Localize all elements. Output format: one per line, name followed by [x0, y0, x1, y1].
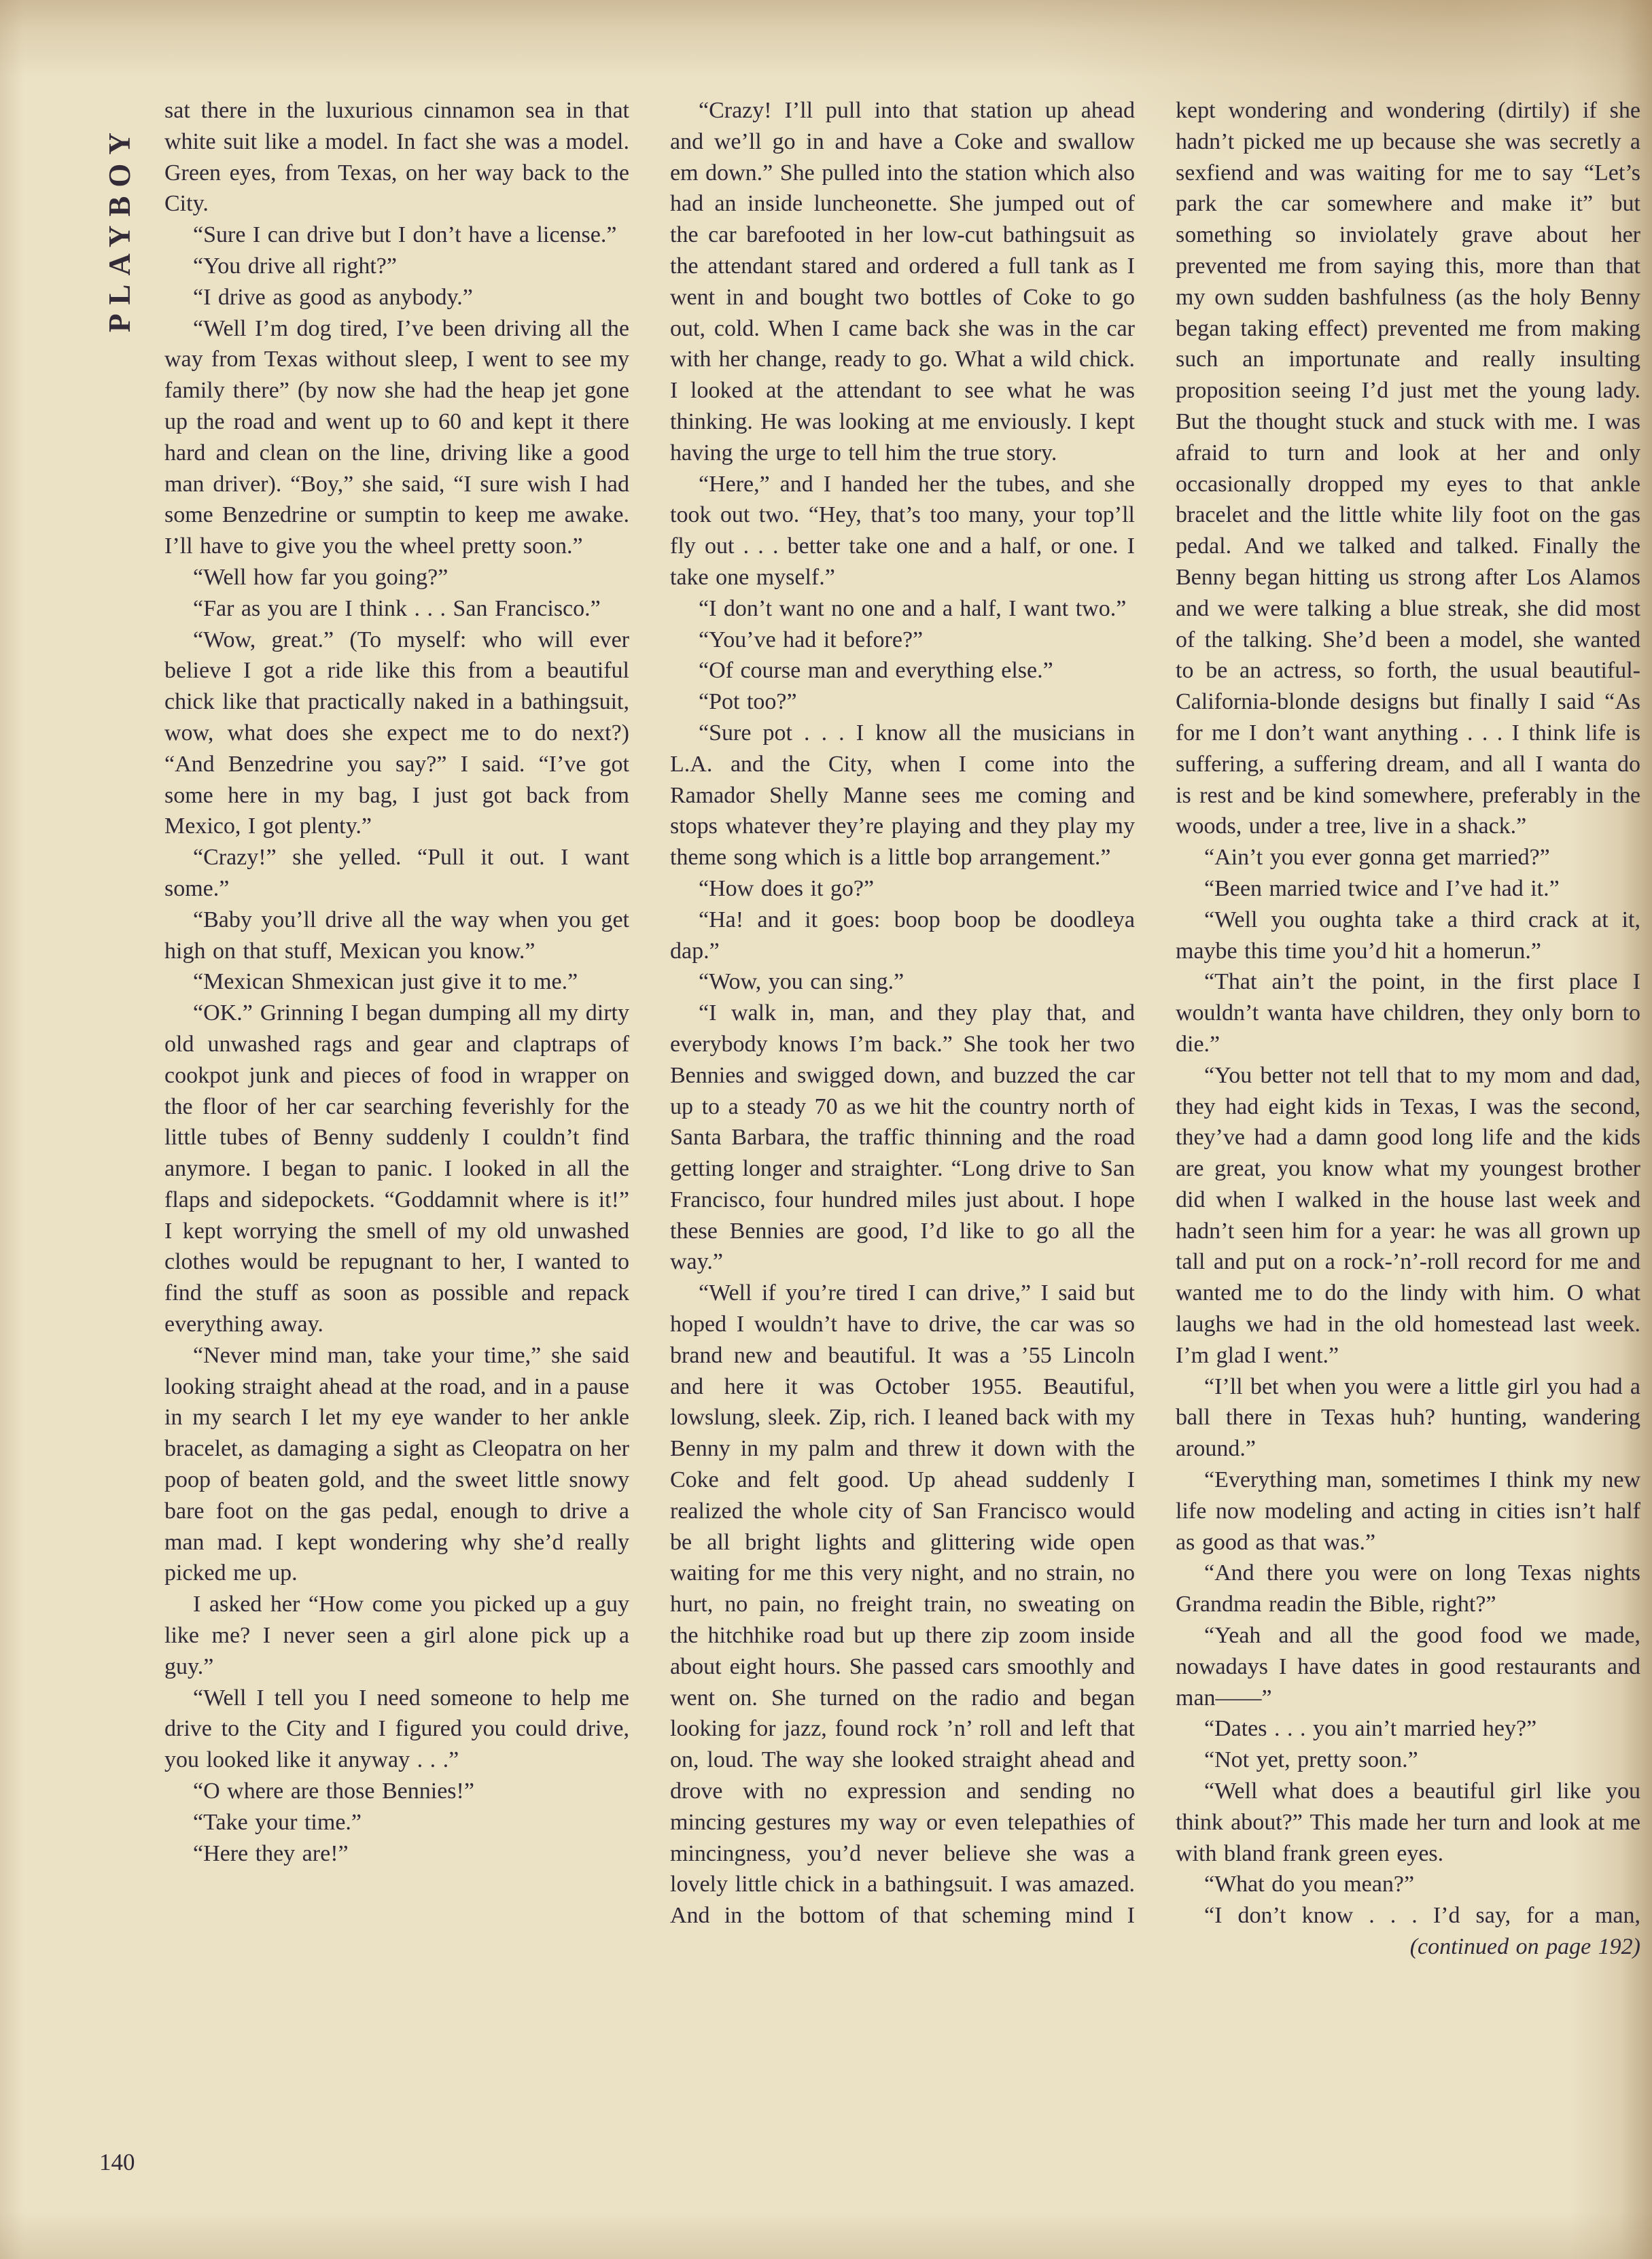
paragraph: “I don’t know . . . I’d say, for a man, (continued on page 192) — [1176, 1900, 1640, 1963]
paragraph: “I don’t want no one and a half, I want two.” — [699, 595, 1127, 621]
paragraph: “Of course man and everything else.” — [699, 658, 1053, 684]
paragraph: “Well what does a beautiful girl like you think about?” This made her turn and look at me with bland frank green eyes. — [1176, 1779, 1640, 1866]
paragraph: “Take your time.” — [193, 1809, 362, 1835]
paragraph: “How does it go?” — [699, 875, 875, 901]
page-number: 140 — [99, 2149, 135, 2175]
paragraph: “Pot too?” — [699, 689, 797, 715]
paragraph: “Here,” and I handed her the tubes, and she took out two. “Hey, that’s too many, your top’ll fly out . . . better take one and a half, or one. I take one myself.” — [670, 471, 1135, 590]
paragraph: “I’ll bet when you were a little girl you had a ball there in Texas huh? hunting, wandering around.” — [1176, 1373, 1640, 1462]
paragraph: “Well you oughta take a third crack at it, maybe this time you’d hit a homerun.” — [1176, 907, 1640, 964]
paragraph: “I walk in, man, and they play that, and everybody knows I’m back.” She took her two Bennies and swigged down, and buzzed the car up to a steady 70 as we hit the country north of Santa Barbara, the traffic thinning and the road getting longer and straighter. “Long drive to San Francisco, four hundred miles just about. I hope these Bennies are good, I’d like to go all the way.” — [670, 1000, 1135, 1275]
paragraph: “You drive all right?” — [193, 253, 397, 279]
paragraph: “Well I’m dog tired, I’ve been driving all the way from Texas without sleep, I went to see my family there” (by now she had the heap jet gone up the road and went up to 60 and kept it there hard and clean on the line, driving like a good man driver). “Boy,” she said, “I sure wish I had some Benzedrine or sumptin to keep me awake. I’ll have to give you the wheel pretty soon.” — [164, 315, 629, 559]
paragraph: kept wondering and wondering (dirtily) if she hadn’t picked me up because she was secretly a sexfiend and was waiting for me to say “Let’s park the car somewhere and make it” but something so inviolately grave about her prevented me from saying this, more than that my own sudden bashfulness (as the holy Benny began taking effect) prevented me from making such an importunate and really insulting proposition seeing I’d just met the young lady. But the thought stuck and stuck with me. I was afraid to turn and look at her and only occasionally dropped my eyes to that ankle bracelet and the little white lily foot on the gas pedal. And we talked and talked. Finally the Benny began hitting us strong after Los Alamos and we were talking a blue streak, she did most of the talking. She’d been a model, she wanted to be an actress, so forth, the usual beautiful-California-blonde designs but finally I said “As for me I don’t want anything . . . I think life is suffering, a suffering dream, and all I wanta do is rest and be kind somewhere, preferably in the woods, under a tree, live in a shack.” — [1176, 98, 1640, 839]
paragraph: “Wow, you can sing.” — [699, 969, 904, 995]
paragraph: “Wow, great.” (To myself: who will ever believe I got a ride like this from a beautiful chick like that practically naked in a bathingsuit, wow, what does she expect me to do next?) “And Benzedrine you say?” I said. “I’ve got some here in my bag, I just got back from Mexico, I got plenty.” — [164, 627, 629, 839]
paragraph: I asked her “How come you picked up a guy like me? I never seen a girl alone pick up a guy.” — [164, 1592, 629, 1679]
paragraph: “Baby you’ll drive all the way when you get high on that stuff, Mexican you know.” — [164, 907, 629, 964]
paragraph: “Not yet, pretty soon.” — [1204, 1747, 1418, 1773]
paragraph: “Yeah and all the good food we made, nowadays I have dates in good restaurants and man——” — [1176, 1623, 1640, 1711]
paragraph: “Never mind man, take your time,” she said looking straight ahead at the road, and in a pause in my search I let my eye wander to her ankle bracelet, as damaging a sight as Cleopatra on her poop of beaten gold, and the sweet little snowy bare foot on the gas pedal, enough to drive a man mad. I kept wondering why she’d really picked me up. — [164, 1342, 629, 1586]
paragraph: “Ain’t you ever gonna get married?” — [1204, 845, 1550, 871]
text-column-2 — [670, 95, 1135, 1963]
paragraph: sat there in the luxurious cinnamon sea in that white suit like a model. In fact she was a model. Green eyes, from Texas, on her way back to the City. — [164, 98, 629, 217]
paragraph: “I drive as good as anybody.” — [193, 284, 473, 310]
paragraph: “Crazy! I’ll pull into that station up ahead and we’ll go in and have a Coke and swallow em down.” She pulled into the station which also had an inside luncheonette. She jumped out of the car barefooted in her low-cut bathingsuit as the attendant stared and ordered a full tank as I went in and bought two bottles of Coke to go out, cold. When I came back she was in the car with her change, ready to go. What a wild chick. I looked at the attendant to see what he was thinking. He was looking at me enviously. I kept having the urge to tell him the true story. — [670, 98, 1135, 466]
paragraph: “You’ve had it before?” — [699, 627, 924, 652]
text-column-3 — [1176, 95, 1640, 1963]
paragraph: “Ha! and it goes: boop boop be doodleya dap.” — [670, 907, 1135, 964]
paragraph: “Well how far you going?” — [193, 564, 449, 590]
masthead-playboy: PLAYBOY — [103, 124, 137, 333]
paragraph: “Mexican Shmexican just give it to me.” — [193, 969, 578, 995]
paragraph: “Sure pot . . . I know all the musicians in L.A. and the City, when I come into the Ramador Shelly Manne sees me coming and stops whatever they’re playing and they play my theme song which is a little bop arrangement.” — [670, 720, 1135, 871]
paragraph: “Crazy!” she yelled. “Pull it out. I want some.” — [164, 845, 629, 901]
paragraph: “Everything man, sometimes I think my new life now modeling and acting in cities isn’t half as good as that was.” — [1176, 1467, 1640, 1555]
paragraph: “What do you mean?” — [1204, 1872, 1415, 1897]
paragraph: “Well I tell you I need someone to help me drive to the City and I figured you could drive, you looked like it anyway . . .” — [164, 1685, 629, 1773]
paragraph: “Dates . . . you ain’t married hey?” — [1204, 1716, 1537, 1742]
paragraph: “OK.” Grinning I began dumping all my dirty old unwashed rags and gear and claptraps of cookpot junk and pieces of food in wrapper on the floor of her car searching feverishly for the little tubes of Benny suddenly I couldn’t find anymore. I began to panic. I looked in all the flaps and sidepockets. “Goddamnit where is it!” I kept worrying the smell of my old unwashed clothes would be repugnant to her, I wanted to find the stuff as soon as possible and repack everything away. — [164, 1000, 629, 1337]
paragraph: “Well if you’re tired I can drive,” I said but hoped I wouldn’t have to drive, the car was so brand new and beautiful. It was a ’55 Lincoln and here it was October 1955. Beautiful, lowslung, sleek. Zip, rich. I leaned back with my Benny in my palm and threw it down with the Coke and felt good. Up ahead suddenly I realized the whole city of San Francisco would be all bright lights and glittering wide open waiting for me this very night, and no strain, no hurt, no pain, no freight train, no sweating on the hitchhike road but up there zip zoom inside about eight hours. She passed cars smoothly and went on. She turned on the radio and began looking for jazz, found rock ’n’ roll and left that on, loud. The way she looked straight ahead and drove with no expression and sending no mincing gestures my way or even telepathies of mincingness, you’d never believe she was a lovely little chick in a bathingsuit. I was amazed. And in the bottom of that scheming mind I — [670, 1280, 1135, 1929]
paragraph: “That ain’t the point, in the first place I wouldn’t wanta have children, they only born to die.” — [1176, 969, 1640, 1057]
text-column-1 — [164, 95, 629, 1963]
article-columns — [164, 95, 1641, 1963]
paragraph: “You better not tell that to my mom and dad, they had eight kids in Texas, I was the second, they’ve had a damn good long life and the kids are great, you know what my youngest brother did when I walked in the house last week and hadn’t seen him for a year: he was all grown up tall and put on a rock-’n’-roll record for me and wanted me to do the lindy with him. O what laughs we had in the old homestead last week. I’m glad I went.” — [1176, 1062, 1640, 1368]
paragraph: “Here they are!” — [193, 1840, 349, 1866]
paragraph: “O where are those Bennies!” — [193, 1779, 474, 1804]
continued-note: (continued on page 192) — [1409, 1934, 1640, 1960]
paragraph: “Far as you are I think . . . San Francisco.” — [193, 595, 601, 621]
paragraph: “Sure I can drive but I don’t have a license.” — [193, 222, 617, 248]
paragraph: “Been married twice and I’ve had it.” — [1204, 875, 1560, 901]
paragraph: “And there you were on long Texas nights Grandma readin the Bible, right?” — [1176, 1560, 1640, 1617]
